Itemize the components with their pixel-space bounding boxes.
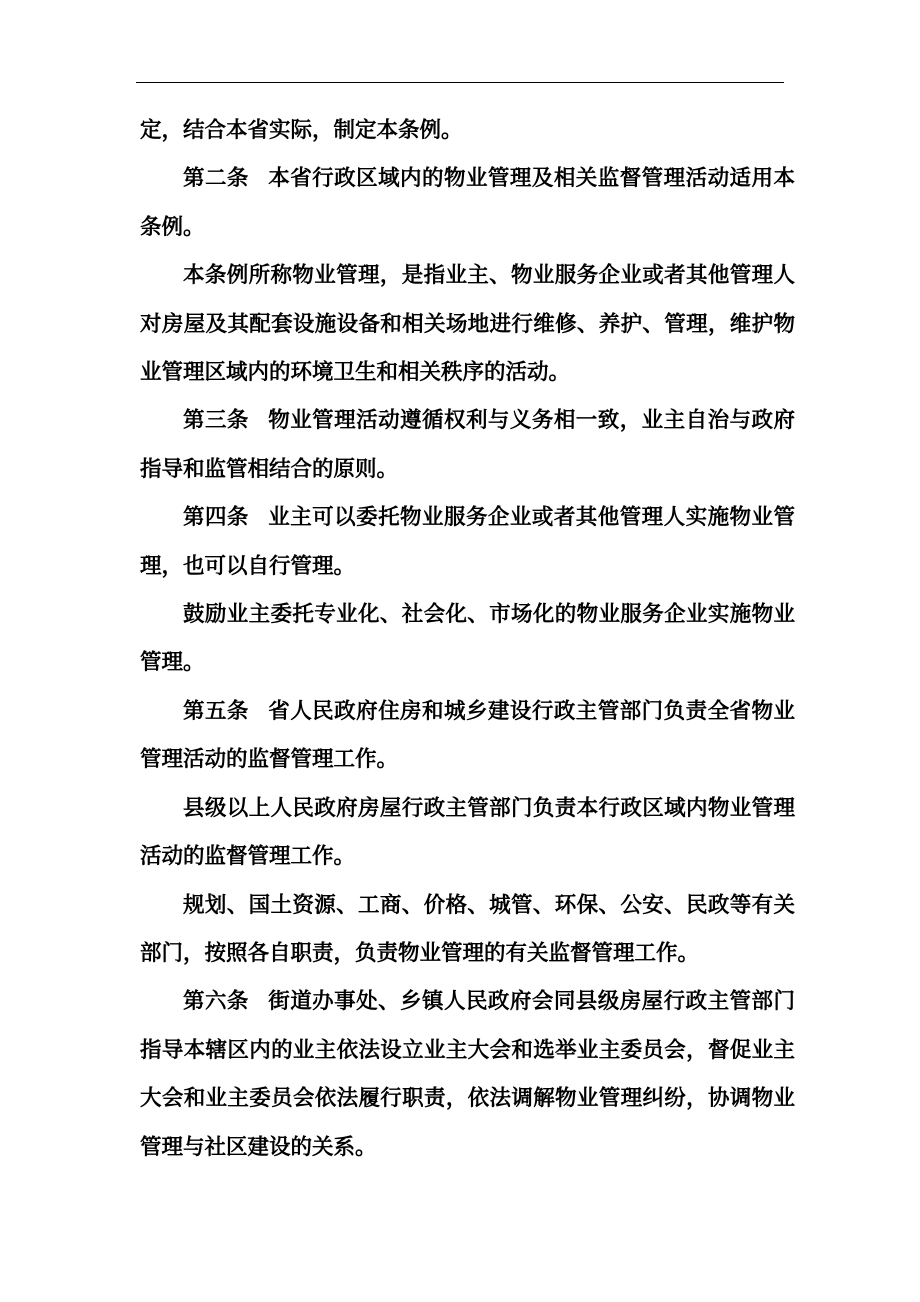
paragraph-5 [140, 591, 795, 688]
paragraph-text: 县级以上人民政府房屋行政主管部门负责本行政区域内物业管理活动的监督管理工作。 [140, 795, 795, 870]
paragraph-0 [140, 107, 795, 155]
article-number: 第二条 [183, 166, 249, 192]
article-number: 第五条 [183, 698, 249, 724]
paragraph-text: 物业管理活动遵循权利与义务相一致，业主自治与政府指导和监管相结合的原则。 [140, 408, 795, 482]
paragraph-text: 本省行政区域内的物业管理及相关监督管理活动适用本条例。 [140, 166, 795, 240]
paragraph-article-2 [140, 155, 795, 252]
article-number: 第六条 [183, 989, 249, 1015]
paragraph-text: 本条例所称物业管理，是指业主、物业服务企业或者其他管理人对房屋及其配套设施设备和相关场地进行维修、养护、管理，维护物业管理区域内的环境卫生和相关秩序的活动。 [140, 263, 795, 386]
paragraph-text: 街道办事处、乡镇人民政府会同县级房屋行政主管部门指导本辖区内的业主依法设立业主大会和选举业主委员会，督促业主大会和业主委员会依法履行职责，依法调解物业管理纠纷，协调物业管理与社区建设的关系。 [140, 989, 795, 1160]
paragraph-2 [140, 252, 795, 397]
header-rule [136, 82, 784, 83]
paragraph-text: 省人民政府住房和城乡建设行政主管部门负责全省物业管理活动的监督管理工作。 [140, 698, 795, 773]
article-number: 第三条 [183, 408, 249, 434]
article-number: 第四条 [183, 505, 249, 531]
paragraph-article-3 [140, 397, 795, 494]
paragraph-article-5 [140, 688, 795, 785]
paragraph-text: 规划、国土资源、工商、价格、城管、环保、公安、民政等有关部门，按照各自职责，负责物业管理的有关监督管理工作。 [140, 892, 795, 966]
paragraph-7 [140, 785, 795, 882]
paragraph-8 [140, 882, 795, 979]
paragraph-text: 业主可以委托物业服务企业或者其他管理人实施物业管理，也可以自行管理。 [140, 505, 795, 579]
paragraph-text: 鼓励业主委托专业化、社会化、市场化的物业服务企业实施物业管理。 [140, 602, 795, 676]
paragraph-article-4 [140, 494, 795, 591]
paragraph-text: 定，结合本省实际，制定本条例。 [140, 118, 463, 143]
paragraph-article-6 [140, 978, 795, 1172]
document-body [140, 107, 795, 1172]
